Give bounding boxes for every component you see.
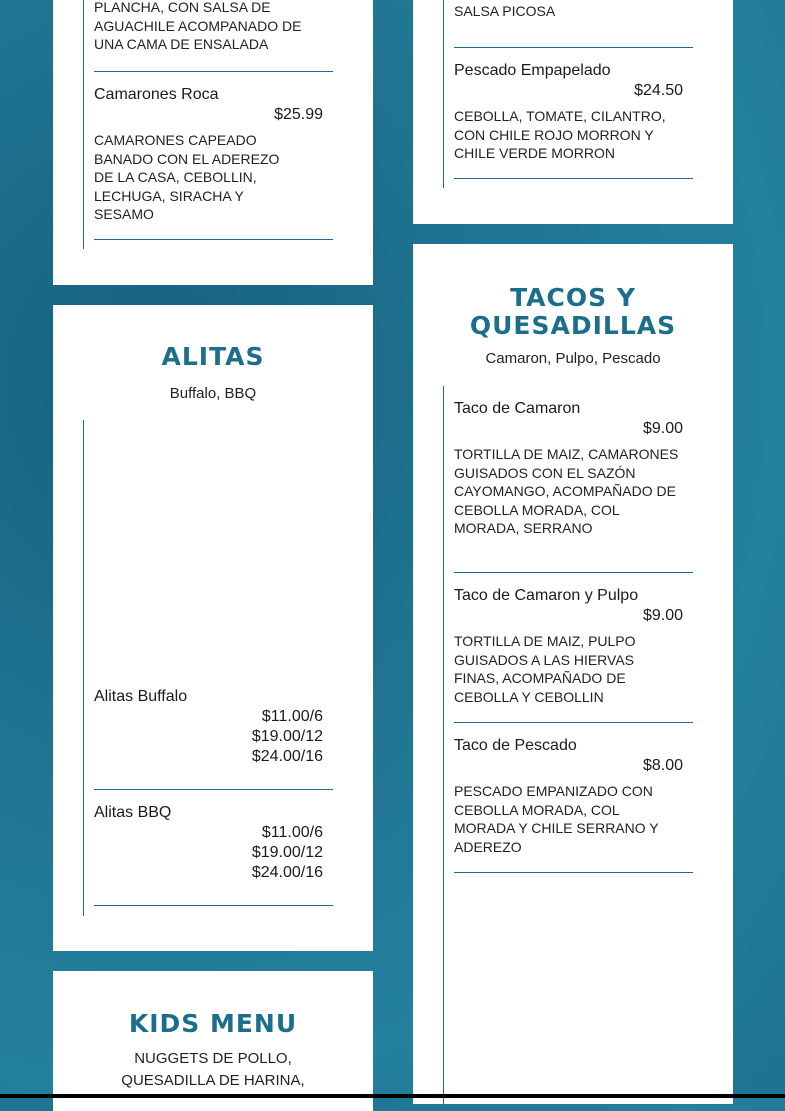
section-subtitle — [53, 1048, 373, 1092]
menu-item — [454, 399, 693, 538]
item-name: Alitas BBQ — [94, 804, 172, 821]
item-description: PLANCHA, CON SALSA DE AGUACHILE ACOMPANADO DE UNA CAMA DE ENSALADA — [94, 0, 302, 52]
item-description: TORTILLA DE MAIZ, PULPO GUISADOS A LAS HIERVAS FINAS, ACOMPAÑADO DE CEBOLLA Y CEBOLLIN — [454, 633, 636, 705]
item-price: $9.00 — [642, 420, 683, 437]
item-price: $24.00/16 — [251, 748, 323, 765]
item-rule — [454, 178, 693, 179]
section-divider-line — [83, 420, 84, 916]
item-name: Taco de Camaron y Pulpo — [454, 587, 639, 604]
item-price: $25.99 — [274, 106, 323, 123]
menu-card-alitas — [53, 305, 373, 951]
section-title-line: QUESADILLAS — [469, 311, 677, 340]
item-name: Taco de Camaron — [454, 400, 581, 417]
section-subtitle: Buffalo, BBQ — [169, 385, 257, 402]
menu-item — [94, 803, 333, 883]
menu-card-tacos — [413, 244, 733, 1104]
item-price: $24.50 — [634, 82, 683, 99]
section-subtitle: Camaron, Pulpo, Pescado — [485, 350, 661, 367]
item-name: Pescado Empapelado — [454, 62, 611, 79]
menu-item — [94, 687, 333, 767]
section-title-line: TACOS Y — [510, 283, 636, 312]
menu-item-partial — [454, 0, 693, 20]
section-title — [413, 284, 733, 340]
item-description: TORTILLA DE MAIZ, CAMARONES GUISADOS CON EL SAZÓN CAYOMANGO, ACOMPAÑADO DE CEBOLLA MORADA, COL MORADA, SERRANO — [454, 446, 679, 536]
section-subtitle-line: NUGGETS DE POLLO, — [134, 1050, 292, 1067]
menu-item — [94, 85, 333, 224]
item-price: $19.00/12 — [251, 844, 323, 861]
item-rule — [454, 872, 693, 873]
section-divider-line — [443, 0, 444, 188]
item-rule — [454, 572, 693, 573]
item-price: $19.00/12 — [251, 728, 323, 745]
menu-card-mariscos-right — [413, 0, 733, 224]
item-name: Alitas Buffalo — [94, 688, 188, 705]
item-price: $9.00 — [642, 607, 683, 624]
item-rule — [94, 905, 333, 906]
menu-item — [454, 586, 693, 706]
item-description: CEBOLLA, TOMATE, CILANTRO, CON CHILE ROJO MORRON Y CHILE VERDE MORRON — [454, 108, 666, 161]
item-rule — [94, 71, 333, 72]
section-divider-line — [83, 0, 84, 249]
section-divider-line — [443, 386, 444, 1104]
item-name: Camarones Roca — [94, 86, 219, 103]
item-price: $11.00/6 — [261, 824, 323, 841]
item-price: $8.00 — [642, 757, 683, 774]
item-rule — [94, 789, 333, 790]
menu-item-partial — [94, 0, 333, 54]
item-price: $24.00/16 — [251, 864, 323, 881]
section-title: KIDS MENU — [128, 1009, 298, 1038]
item-rule — [454, 722, 693, 723]
item-rule — [94, 239, 333, 240]
section-title: ALITAS — [161, 342, 265, 371]
item-price: $11.00/6 — [261, 708, 323, 725]
section-subtitle-line: QUESADILLA DE HARINA, — [121, 1072, 305, 1089]
item-rule — [454, 47, 693, 48]
window-bottom-edge — [0, 1094, 785, 1098]
item-description: PESCADO EMPANIZADO CON CEBOLLA MORADA, COL MORADA Y CHILE SERRANO Y ADEREZO — [454, 783, 659, 855]
menu-item — [454, 61, 693, 163]
menu-item — [454, 736, 693, 856]
item-description: CAMARONES CAPEADO BANADO CON EL ADEREZO DE LA CASA, CEBOLLIN, LECHUGA, SIRACHA Y SESAMO — [94, 132, 280, 222]
item-name: Taco de Pescado — [454, 737, 577, 754]
menu-card-kids — [53, 971, 373, 1111]
menu-card-mariscos-left — [53, 0, 373, 285]
item-description: SALSA PICOSA — [454, 2, 556, 19]
